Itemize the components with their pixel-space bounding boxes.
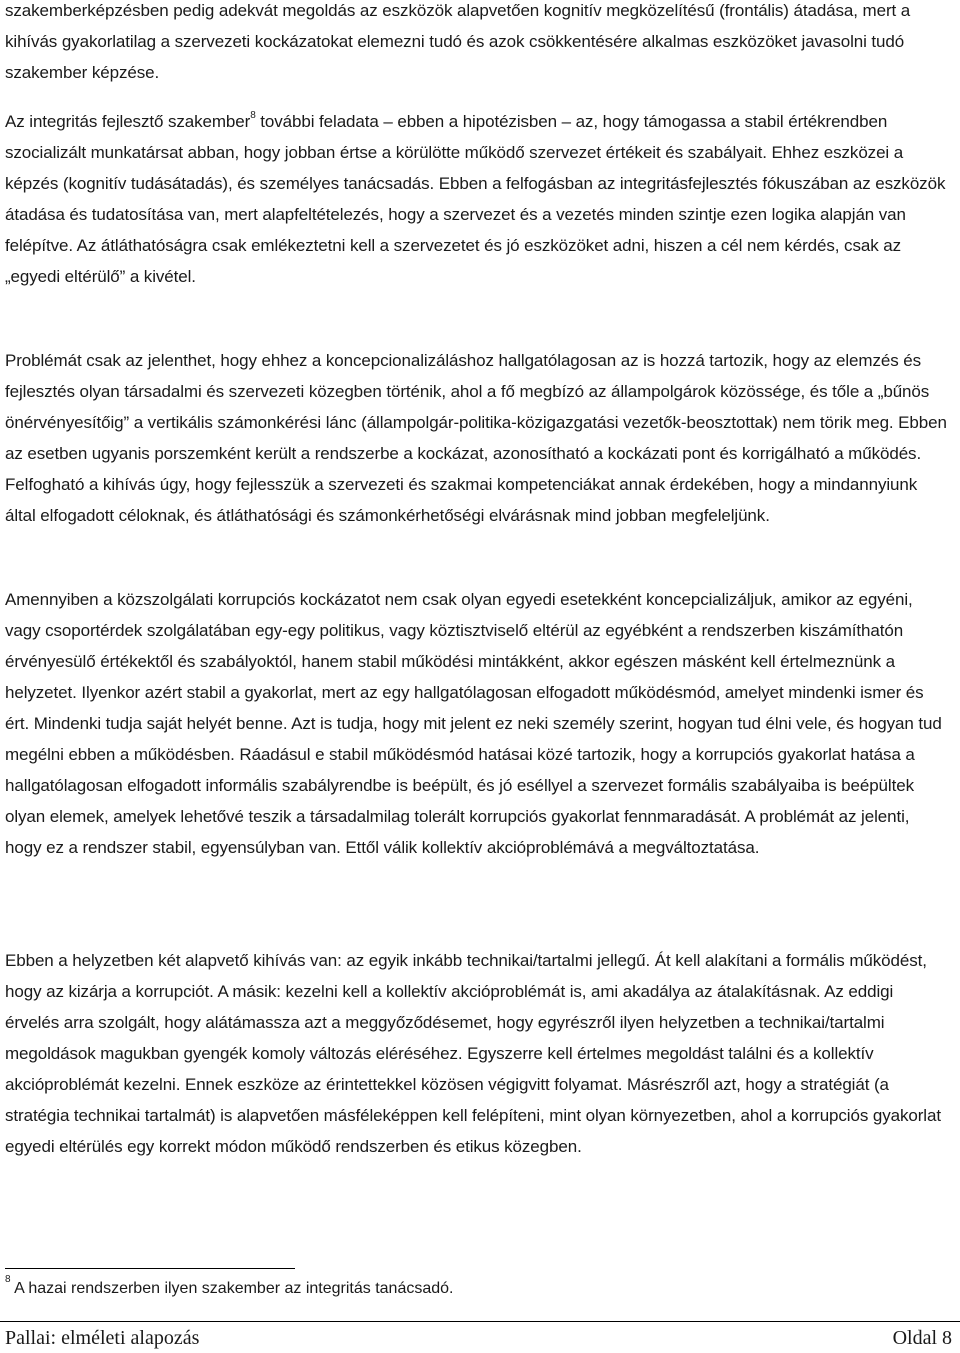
footnote-separator [5,1268,295,1269]
paragraph-4: Ebben a helyzetben két alapvető kihívás van: az egyik inkább technikai/tartalmi jellegű. Át kell alakítani a formális működést, hogy az kizárja a korrupciót. A másik: kezelni kell a kollektív akcióproblémát is, ami akadálya az átalakításnak. Az eddigi érvelés arra szolgált, hogy alátámassza azt a meggyőződésemet, hogy egyrészről ilyen helyzetben a technikai/tartalmi megoldások magukban gyengék komoly változás eléréséhez. Egyszerre kell értelmes megoldást találni és a kollektív akcióproblémát kezelni. Ennek eszköze az érintettekkel közösen végigvitt folyamat. Másrészről azt, hogy a stratégiát (a stratégia technikai tartalmát) is alapvetően másféleképpen kell felépíteni, mint olyan környezetben, ahol a korrupciós gyakorlat egyedi eltérülés egy korrekt módon működő rendszerben és etikus közegben. [5,951,941,1156]
footnote-text: A hazai rendszerben ilyen szakember az integritás tanácsadó. [10,1280,454,1297]
footnote-mark: 8 [5,1273,11,1285]
footer-separator [0,1321,960,1322]
footer-author-title: Pallai: elméleti alapozás [5,1326,200,1349]
paragraph-1 [5,106,950,292]
paragraph-3: Amennyiben a közszolgálati korrupciós kockázatot nem csak olyan egyedi esetekként koncepcializáljuk, amikor az egyéni, vagy csoportérdek szolgálatában egy-egy politikus, vagy köztisztviselő eltérül az egyébként a rendszerben kiszámíthatón érvényesülő értékektől és szabályoktól, hanem stabil működési mintákként, akkor egészen másként kell értelmeznünk a helyzetet. Ilyenkor azért stabil a gyakorlat, mert az egy hallgatólagosan elfogadott működésmód, amelyet mindenki ismer és ért. Mindenki tudja saját helyét benne. Azt is tudja, hogy mit jelent ez neki személy szerint, hogyan tud élni vele, és hogyan tud megélni ebben a működésben. Ráadásul e stabil működésmód hatásai közé tartozik, hogy a korrupciós gyakorlat hatása a hallgatólagosan elfogadott informális szabályrendbe is beépült, és jó eséllyel a szervezet formális szabályaiba is beépültek olyan elemek, amelyek lehetővé teszik a társadalmilag tolerált korrupciós gyakorlat fennmaradását. A problémát az jelenti, hogy ez a rendszer stabil, egyensúlyban van. Ettől válik kollektív akcióproblémává a megváltoztatása. [5,590,942,857]
page-footer [5,1325,952,1351]
footnote [5,1273,454,1299]
page-number: Oldal 8 [892,1326,952,1349]
paragraph-1-start: Az integritás fejlesztő szakember [5,112,251,131]
paragraph-1-rest: további feladata – ebben a hipotézisben – az, hogy támogassa a stabil értékrendben szocializált munkatársat abban, hogy jobban értse a körülötte működő szervezet értékeit és szabályait. Ehhez eszközei a képzés (kognitív tudásátadás), és személyes tanácsadás. Ebben a felfogásban az integritásfejlesztés fókuszában az eszközök átadása és tudatosítása van, mert alapfeltételezés, hogy a szervezet és a vezetés minden szintje ezen logika alapján van felépítve. Az átláthatóságra csak emlékeztetni kell a szervezetet és jó eszközöket adni, hiszen a cél nem kérdés, csak az „egyedi eltérülő” a kivétel. [5,112,946,286]
paragraph-2: Problémát csak az jelenthet, hogy ehhez a koncepcionalizáláshoz hallgatólagosan az is hozzá tartozik, hogy az elemzés és fejlesztés olyan társadalmi és szervezeti közegben történik, ahol a fő megbízó az állampolgárok közössége, és tőle a „bűnös önérvényesítőig” a vertikális számonkérési lánc (állampolgár-politika-közigazgatási vezetők-beosztottak) nem törik meg. Ebben az esetben ugyanis porszemként került a rendszerbe a kockázat, azonosítható a kockázati pont és korrigálható a működés. Felfogható a kihívás úgy, hogy fejlesszük a szervezeti és szakmai kompetenciákat annak érdekében, hogy a mindannyiunk által elfogadott céloknak, és átláthatósági és számonkérhetőségi elvárásnak mind jobban megfeleljünk. [5,351,947,525]
paragraph-0: szakemberképzésben pedig adekvát megoldás az eszközök alapvetően kognitív megközelítésű (frontális) átadása, mert a kihívás gyakorlatilag a szervezeti kockázatokat elemezni tudó és azok csökkentésére alkalmas eszközöket javasolni tudó szakember képzése. [5,1,911,82]
footnote-reference: 8 [250,110,256,122]
